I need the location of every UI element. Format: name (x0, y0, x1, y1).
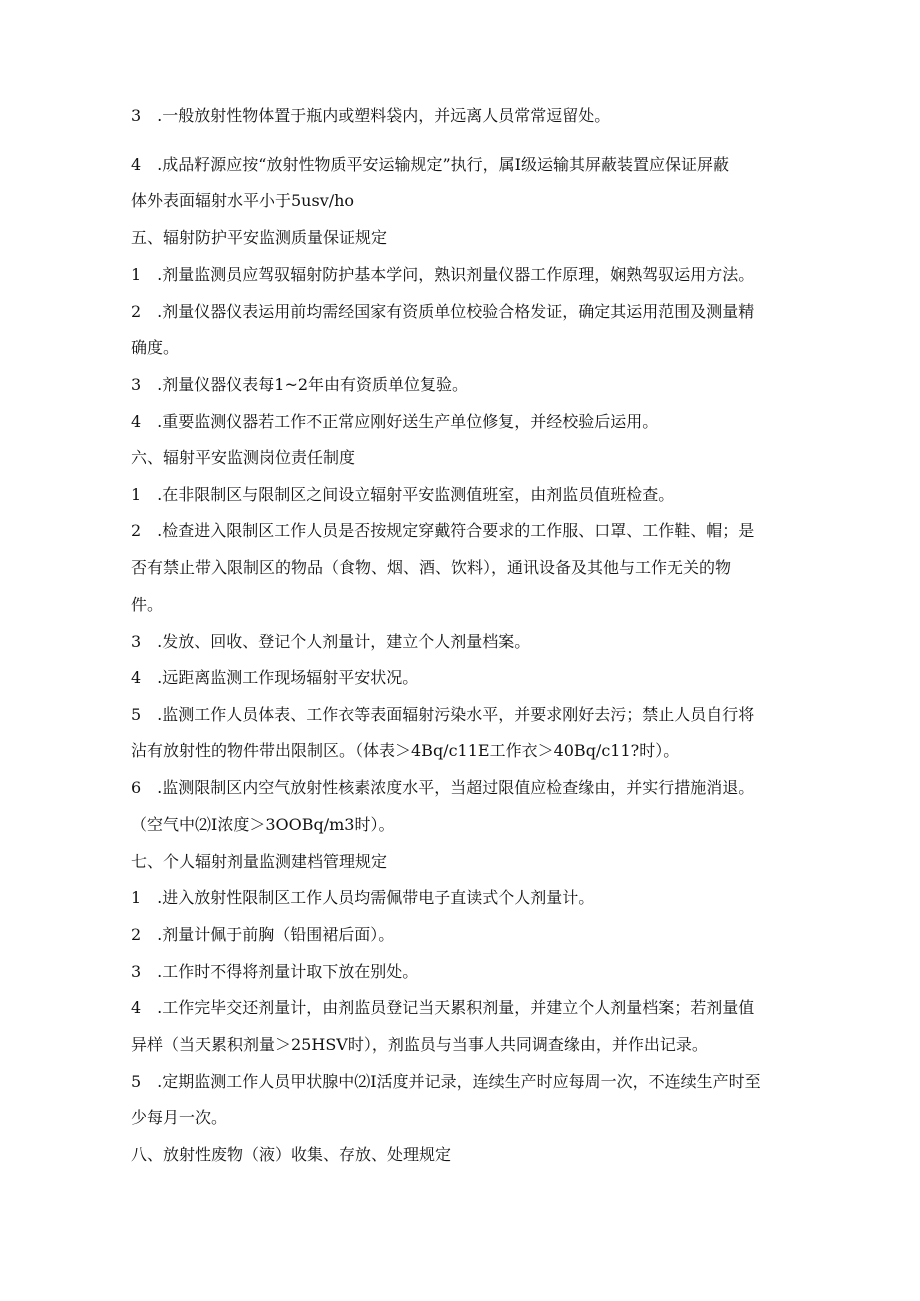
text-line: 2 .剂量仪器仪表运用前均需经国家有资质单位校验合格发证，确定其运用范围及测量精 (131, 302, 755, 321)
text-line: 2 .剂量计佩于前胸（铅围裙后面）。 (131, 925, 395, 944)
text-line: 2 .检查进入限制区工作人员是否按规定穿戴符合要求的工作服、口罩、工作鞋、帽；是 (131, 521, 755, 540)
text-line: 沾有放射性的物件带出限制区。（体表＞4Bq∕c11E工作衣＞40Bq∕c11?时）。 (131, 741, 680, 760)
section-heading: 五、辐射防护平安监测质量保证规定 (131, 228, 388, 247)
text-line: 3 .工作时不得将剂量计取下放在别处。 (131, 962, 419, 981)
text-line: 异样（当天累积剂量＞25HSV时），剂监员与当事人共同调查缘由，并作出记录。 (131, 1035, 708, 1054)
text-line: 6 .监测限制区内空气放射性核素浓度水平，当超过限值应检查缘由，并实行措施消退。 (131, 778, 755, 797)
text-line: 4 .成品籽源应按“放射性物质平安运输规定”执行，属I级运输其屏蔽装置应保证屏蔽 (131, 155, 729, 174)
text-line: 4 .重要监测仪器若工作不正常应刚好送生产单位修复，并经校验后运用。 (131, 412, 659, 431)
text-line: 3 .剂量仪器仪表每1~2年由有资质单位复验。 (131, 375, 469, 394)
section-heading: 七、个人辐射剂量监测建档管理规定 (131, 852, 388, 871)
text-line: 3 .发放、回收、登记个人剂量计，建立个人剂量档案。 (131, 632, 531, 651)
text-line: 1 .进入放射性限制区工作人员均需佩带电子直读式个人剂量计。 (131, 888, 595, 907)
text-line: 5 .监测工作人员体表、工作衣等表面辐射污染水平，并要求刚好去污；禁止人员自行将 (131, 705, 755, 724)
text-line: 1 .剂量监测员应驾驭辐射防护基本学问，熟识剂量仪器工作原理，娴熟驾驭运用方法。 (131, 265, 755, 284)
text-line: 件。 (131, 595, 164, 614)
text-line: 否有禁止带入限制区的物品（食物、烟、酒、饮料），通讯设备及其他与工作无关的物 (131, 558, 732, 577)
section-heading: 六、辐射平安监测岗位责任制度 (131, 448, 356, 467)
text-line: 5 .定期监测工作人员甲状腺中⑵I活度并记录，连续生产时应每周一次，不连续生产时至 (131, 1072, 761, 1091)
text-line: 少每月一次。 (131, 1108, 228, 1127)
text-line: （空气中⑵I浓度＞3OOBq∕m3时）。 (131, 815, 395, 834)
text-line: 3 .一般放射性物体置于瓶内或塑料袋内，并远离人员常常逗留处。 (131, 106, 611, 125)
text-line: 1 .在非限制区与限制区之间设立辐射平安监测值班室，由剂监员值班检查。 (131, 485, 675, 504)
text-line: 4 .工作完毕交还剂量计，由剂监员登记当天累积剂量，并建立个人剂量档案；若剂量值 (131, 998, 755, 1017)
text-line: 4 .远距离监测工作现场辐射平安状况。 (131, 668, 419, 687)
text-line: 体外表面辐射水平小于5usv/ho (131, 191, 355, 210)
text-line: 确度。 (131, 338, 180, 357)
section-heading: 八、放射性废物（液）收集、存放、处理规定 (131, 1145, 452, 1164)
